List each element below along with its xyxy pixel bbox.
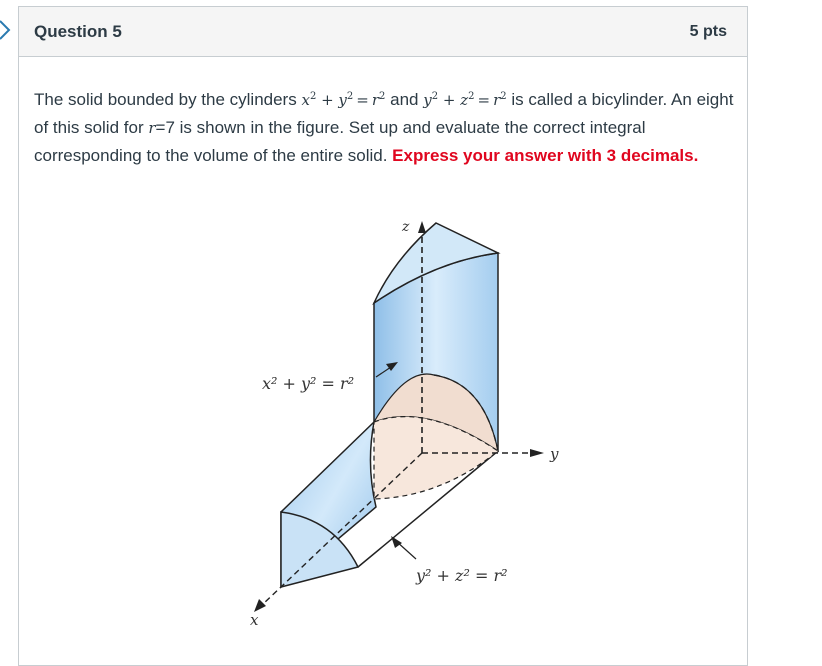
text-intro: The solid bounded by the cylinders	[34, 90, 297, 109]
cylinder-2-label: y² + z² = r²	[416, 566, 508, 585]
x-axis-label: x	[250, 611, 259, 629]
answer-instruction: Express your answer with 3 decimals.	[392, 146, 699, 165]
text-and: and	[390, 90, 419, 109]
question-points: 5 pts	[689, 22, 727, 40]
z-axis-label: z	[402, 219, 410, 235]
question-title: Question 5	[34, 21, 122, 41]
question-text	[34, 83, 734, 170]
r-symbol: r	[148, 119, 156, 137]
y-axis-label: y	[550, 445, 559, 463]
cylinder-1-label: x² + y² = r²	[262, 374, 355, 393]
equation-cylinder-1: $x^2 + y^2 = r^2$	[301, 91, 386, 109]
chevron-right-icon	[0, 18, 12, 42]
equation-cylinder-2: $y^2 + z^2 = r^2$	[423, 91, 507, 109]
text-r-value: =7 is shown in the figure. Set up and evaluate the correct integral corresponding to the volume of the entire solid.	[34, 118, 646, 165]
question-card	[18, 6, 748, 666]
text-middle: is called a bicylinder. An eight of this solid for	[34, 90, 734, 137]
question-header	[19, 7, 747, 57]
bicylinder-figure	[226, 207, 566, 637]
